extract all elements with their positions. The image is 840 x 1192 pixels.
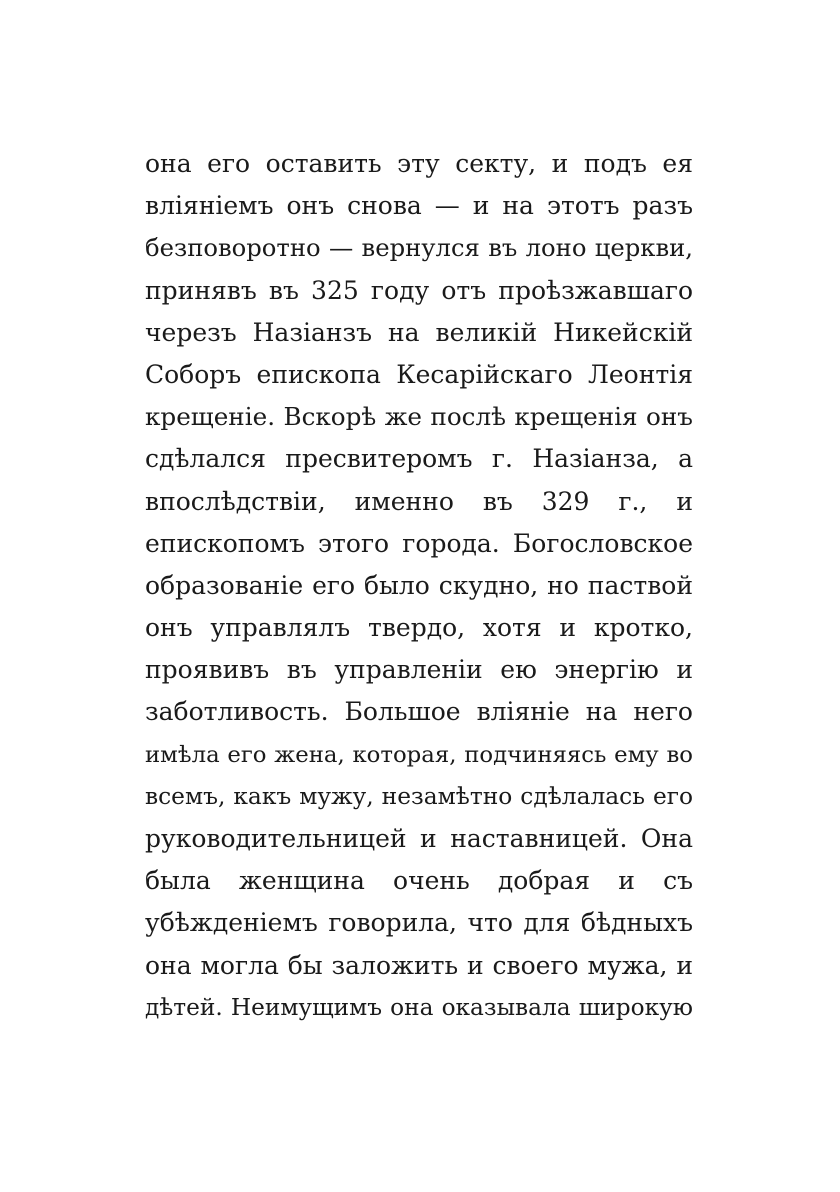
text-line: всемъ, какъ мужу, незамѣтно сдѣлалась его	[145, 782, 693, 810]
text-line: вліяніемъ онъ снова — и на этотъ разъ	[145, 191, 693, 221]
text-line: принявъ въ 325 году отъ проѣзжавшаго	[145, 275, 693, 305]
text-line: черезъ Назіанзъ на великій Никейскій	[145, 317, 693, 347]
text-line: образованіе его было скудно, но паствой	[145, 570, 693, 600]
text-line: она его оставить эту секту, и подъ ея	[145, 149, 693, 178]
text-line: была женщина очень добрая и съ	[145, 866, 693, 896]
text-line: имѣла его жена, которая, подчиняясь ему во	[145, 741, 693, 768]
text-line: крещеніе. Вскорѣ же послѣ крещенія онъ	[145, 402, 693, 432]
text-line: убѣжденіемъ говорила, что для бѣдныхъ	[145, 908, 693, 938]
text-line: проявивъ въ управленіи ею энергію и	[145, 655, 693, 685]
text-line: Соборъ епископа Кесарійскаго Леонтія	[145, 359, 693, 389]
text-line: епископомъ этого города. Богословское	[145, 528, 693, 558]
text-line: она могла бы заложить и своего мужа, и	[145, 950, 693, 980]
text-line: впослѣдствіи, именно въ 329 г., и	[145, 486, 693, 516]
body-text	[145, 143, 693, 1029]
text-line: заботливость. Большое вліяніе на него	[145, 697, 693, 727]
text-line: дѣтей. Неимущимъ она оказывала широкую	[145, 993, 693, 1021]
text-line: сдѣлался пресвитеромъ г. Назіанза, а	[145, 444, 693, 474]
text-line: безповоротно — вернулся въ лоно церкви,	[145, 233, 693, 263]
text-line: онъ управлялъ твердо, хотя и кротко,	[145, 613, 693, 643]
text-line: руководительницей и наставницей. Она	[145, 824, 693, 853]
